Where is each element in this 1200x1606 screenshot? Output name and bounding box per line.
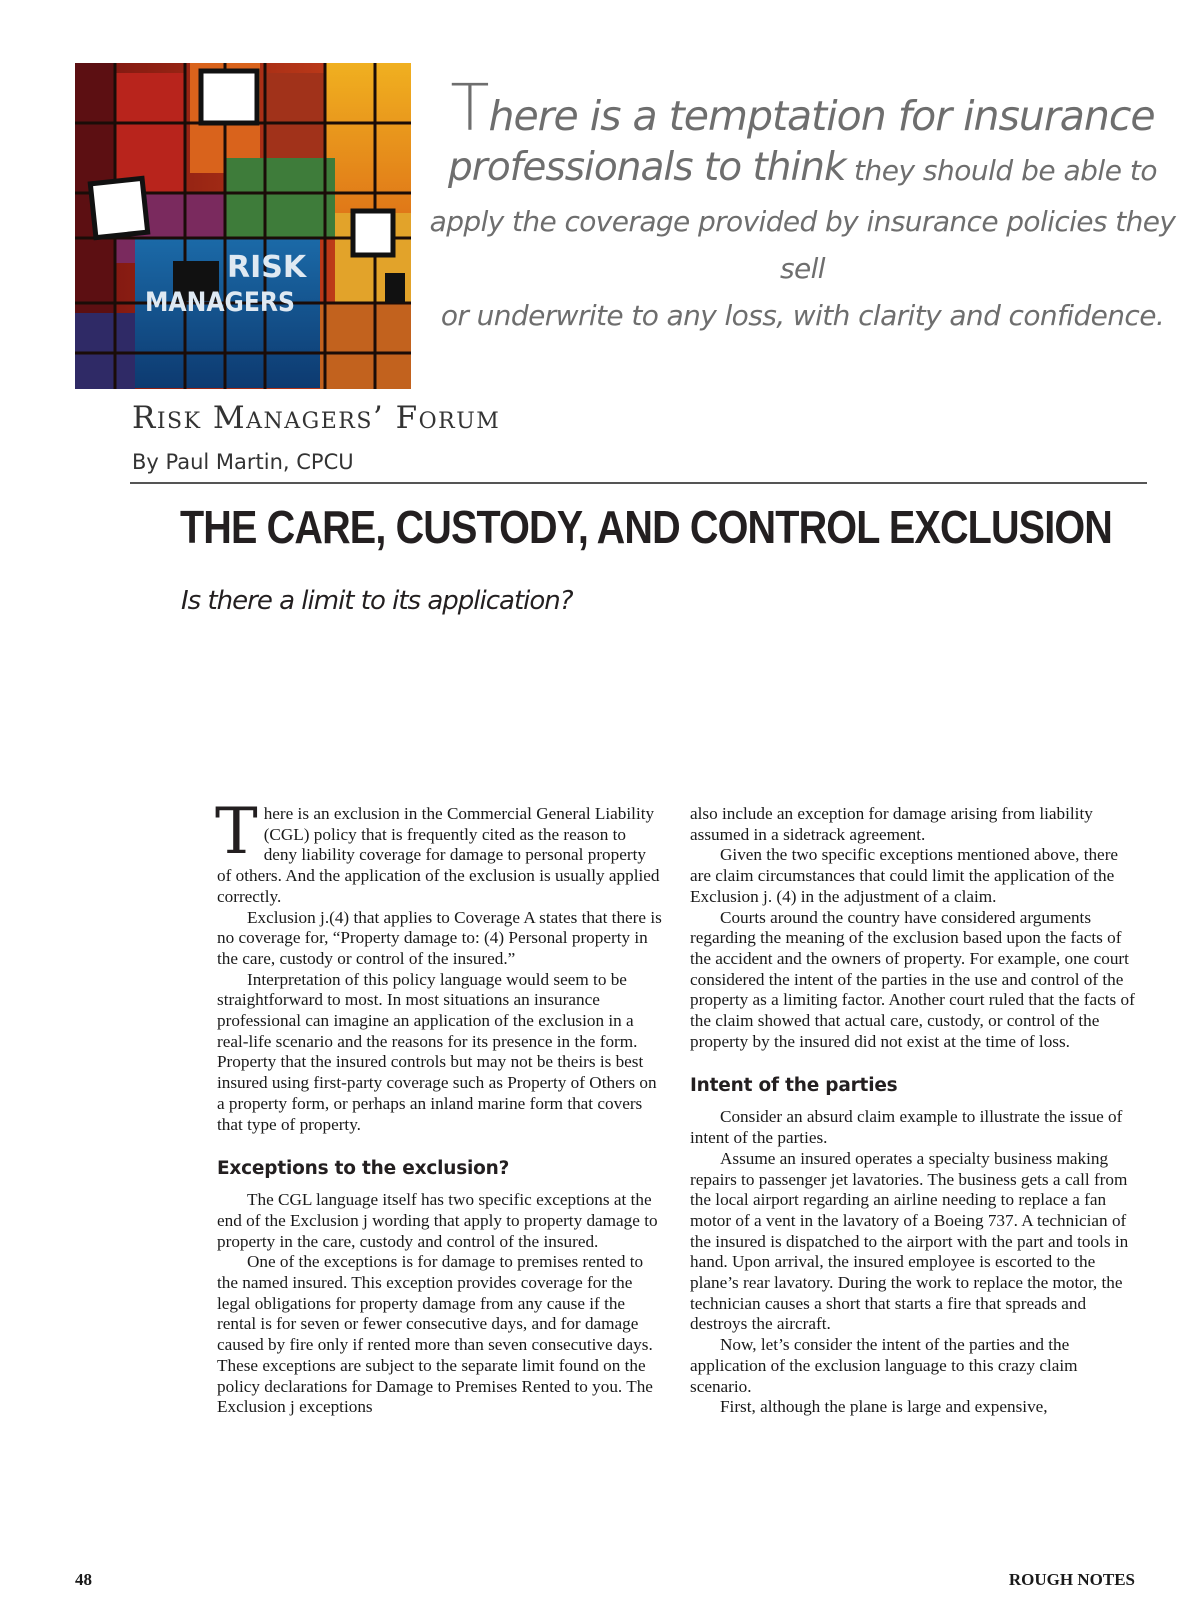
hero-photo [75, 63, 411, 389]
drop-cap: T [215, 795, 258, 869]
article-subhead: Is there a limit to its application? [181, 586, 573, 616]
pull-quote-line-2 [420, 145, 1185, 198]
paragraph [215, 795, 662, 908]
pull-quote [420, 72, 1185, 339]
column-name: Risk Managers’ Forum [132, 400, 501, 436]
pull-quote-initial: T [450, 72, 489, 146]
article-column-right [690, 804, 1140, 1418]
paragraph: Exclusion j.(4) that applies to Coverage A states that there is no coverage for, “Property damage to: (4) Personal property in the care, custody or control of the insured.” [217, 907, 662, 968]
pull-quote-line-3: apply the coverage provided by insurance policies they sell [429, 205, 1176, 285]
page-number: 48 [75, 1570, 92, 1589]
paragraph: Courts around the country have considered arguments regarding the meaning of the exclusion based upon the facts of the accident and the owners of property. For example, one court considered the intent of the parties in the use and control of the property as a limiting factor. Another court ruled that the facts of the claim showed that actual care, custody, or control of the property by the insured did not exist at the time of loss. [690, 907, 1135, 1051]
paragraph: Assume an insured operates a specialty business making repairs to passenger jet lavatories. The business gets a call from the local airport regarding an airline needing to replace a fan motor of a vent in the lavatory of a Boeing 737. A technician of the insured is dispatched to the airport with the part and tools in hand. Upon arrival, the insured employee is escorted to the plane’s rear lavatory. During the work to replace the motor, the technician causes a short that starts a fire that spreads and destroys the aircraft. [690, 1148, 1129, 1334]
paragraph: Now, let’s consider the intent of the parties and the application of the exclusion language to this crazy claim scenario. [690, 1335, 1078, 1396]
paragraph: The CGL language itself has two specific exceptions at the end of the Exclusion j wording that apply to property damage to property in the care, custody and control of the insured. [217, 1190, 658, 1251]
divider-rule [130, 482, 1147, 484]
sign-text-line1: RISK [227, 250, 307, 285]
section-heading-intent: Intent of the parties [690, 1075, 898, 1097]
stained-glass-illustration [75, 63, 411, 389]
paragraph: Interpretation of this policy language would seem to be straightforward to most. In most situations an insurance professional can imagine an application of the exclusion in a real-life scenario and the reasons for its presence in the form. Property that the insured controls but may not be theirs is best insured using first-party coverage such as Property of Others on a property form, or perhaps an inland marine form that covers that type of property. [217, 969, 657, 1134]
article-column-left [215, 795, 662, 1418]
paragraph: Consider an absurd claim example to illustrate the issue of intent of the parties. [690, 1107, 1123, 1148]
pull-quote-line-4: or underwrite to any loss, with clarity and confidence. [440, 299, 1165, 332]
sign-text-line2: MANAGERS [145, 287, 295, 318]
paragraph: One of the exceptions is for damage to premises rented to the named insured. This exception provides coverage for the legal obligations for property damage from any cause if the rental is for seven or fewer consecutive days, and for damage caused by fire only if rented more than seven consecutive days. These exceptions are subject to the separate limit found on the policy declarations for Damage to Premises Rented to you. The Exclusion j exceptions [217, 1252, 653, 1417]
paragraph: Given the two specific exceptions mentioned above, there are claim circumstances that could limit the application of the Exclusion j. (4) in the adjustment of a claim. [690, 845, 1119, 906]
paragraph: First, although the plane is large and expensive, [720, 1397, 1048, 1417]
paragraph-text: here is an exclusion in the Commercial General Liability (CGL) policy that is frequently cited as the reason to deny liability coverage for damage to personal property of others. And the application of the exclusion is usually applied correctly. [217, 804, 660, 906]
paragraph: also include an exception for damage arising from liability assumed in a sidetrack agreement. [690, 804, 1093, 844]
byline: By Paul Martin, CPCU [132, 450, 354, 474]
pull-quote-line-1-text: here is a temptation for insurance [488, 92, 1155, 140]
section-heading-exceptions: Exceptions to the exclusion? [217, 1158, 510, 1180]
article-headline: THE CARE, CUSTODY, AND CONTROL EXCLUSION [180, 501, 1112, 553]
pull-quote-line-1 [420, 72, 1185, 146]
pull-quote-line-2-text: they should be able to [845, 154, 1157, 187]
pull-quote-emphasis: professionals to think [448, 145, 846, 190]
publication-name: ROUGH NOTES [1008, 1570, 1135, 1589]
